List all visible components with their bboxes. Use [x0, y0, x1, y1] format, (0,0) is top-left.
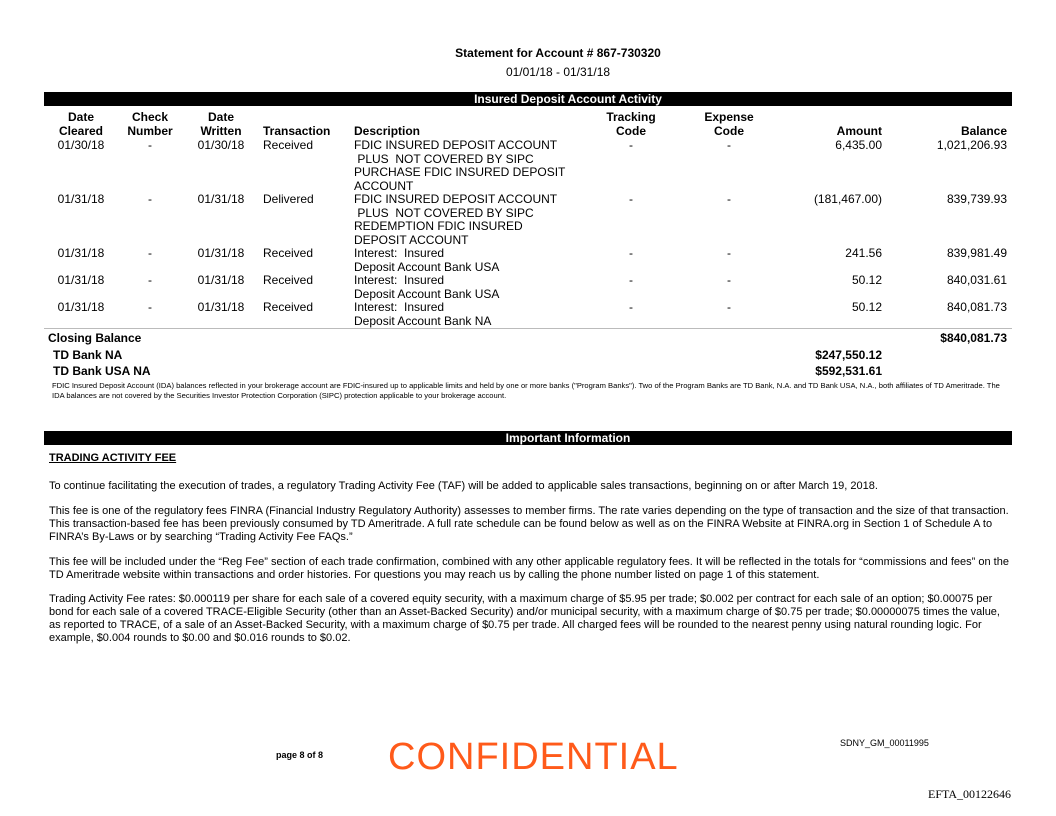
efta-number: EFTA_00122646 [928, 787, 1012, 801]
col-balance: Balance [960, 124, 1007, 138]
cell-tracking-code: - [629, 138, 633, 152]
col-expense-code: Expense Code [704, 110, 754, 138]
cell-description: FDIC INSURED DEPOSIT ACCOUNT PLUS NOT COVERED BY SIPC REDEMPTION FDIC INSURED DEPOSIT ACCOUNT [354, 192, 558, 247]
cell-date-cleared: 01/31/18 [57, 273, 105, 287]
info-paragraph: To continue facilitating the execution of trades, a regulatory Trading Activity Fee (TAF) will be added to applicable sales transactions, beginning on or after March 19, 2018. [49, 480, 878, 492]
col-transaction: Transaction [263, 124, 331, 138]
cell-balance: 840,031.61 [946, 273, 1007, 287]
cell-amount: 50.12 [851, 300, 882, 314]
cell-transaction: Received [263, 138, 314, 152]
cell-expense-code: - [727, 138, 731, 152]
closing-balance-value: $840,081.73 [940, 331, 1007, 345]
cell-date-written: 01/30/18 [197, 138, 245, 152]
cell-amount: 241.56 [845, 246, 882, 260]
info-paragraph: This fee will be included under the “Reg Fee” section of each trade confirmation, combined with any other applicable regulatory fees. It will be reflected in the totals for “commissions and fees” on the TD Ameritrade website within transactions and order histories. For questions you may reach us by calling the phone number listed on page 1 of this statement. [49, 556, 1009, 581]
cell-transaction: Delivered [263, 192, 314, 206]
closing-divider [44, 328, 1012, 329]
cell-date-cleared: 01/31/18 [57, 246, 105, 260]
cell-date-cleared: 01/30/18 [57, 138, 105, 152]
cell-transaction: Received [263, 246, 314, 260]
cell-tracking-code: - [629, 273, 633, 287]
cell-date-written: 01/31/18 [197, 273, 245, 287]
cell-tracking-code: - [629, 246, 633, 260]
cell-description: Interest: Insured Deposit Account Bank NA [354, 300, 492, 328]
cell-description: Interest: Insured Deposit Account Bank USA [354, 273, 500, 301]
cell-date-written: 01/31/18 [197, 192, 245, 206]
bank-amount: $247,550.12 [815, 348, 882, 362]
cell-balance: 839,981.49 [946, 246, 1007, 260]
cell-date-cleared: 01/31/18 [57, 300, 105, 314]
cell-tracking-code: - [629, 192, 633, 206]
cell-tracking-code: - [629, 300, 633, 314]
col-date-written: Date Written [200, 110, 242, 138]
cell-expense-code: - [727, 246, 731, 260]
cell-description: FDIC INSURED DEPOSIT ACCOUNT PLUS NOT COVERED BY SIPC PURCHASE FDIC INSURED DEPOSIT ACCOUNT [354, 138, 566, 193]
col-description: Description [354, 124, 421, 138]
cell-balance: 840,081.73 [946, 300, 1007, 314]
page-number: page 8 of 8 [276, 750, 324, 760]
cell-expense-code: - [727, 192, 731, 206]
bank-name: TD Bank NA [53, 348, 123, 362]
cell-transaction: Received [263, 273, 314, 287]
statement-period: 01/01/18 - 01/31/18 [505, 65, 611, 79]
cell-balance: 839,739.93 [946, 192, 1007, 206]
important-section-bar: Important Information [44, 431, 1012, 445]
cell-check-number: - [148, 138, 152, 152]
col-date-cleared: Date Cleared [58, 110, 104, 138]
bank-name: TD Bank USA NA [53, 364, 151, 378]
cell-date-cleared: 01/31/18 [57, 192, 105, 206]
fdic-disclaimer: FDIC Insured Deposit Account (IDA) balances reflected in your brokerage account are FDIC-insured up to applicable limits and held by one or more banks ("Program Banks"). Two of the Program Banks are TD Bank, N.A. and TD Bank USA, N.A., both affiliates of TD Ameritrade. The IDA balances are not covered by the Securities Investor Protection Corporation (SIPC) protection applicable to your brokerage account. [52, 381, 1000, 400]
col-amount: Amount [836, 124, 882, 138]
cell-balance: 1,021,206.93 [936, 138, 1007, 152]
cell-check-number: - [148, 273, 152, 287]
cell-check-number: - [148, 246, 152, 260]
cell-check-number: - [148, 300, 152, 314]
cell-description: Interest: Insured Deposit Account Bank USA [354, 246, 500, 274]
col-tracking-code: Tracking Code [606, 110, 656, 138]
cell-expense-code: - [727, 273, 731, 287]
closing-balance-label: Closing Balance [48, 331, 142, 345]
statement-title: Statement for Account # 867-730320 [455, 46, 661, 60]
cell-amount: (181,467.00) [813, 192, 882, 206]
cell-amount: 6,435.00 [835, 138, 882, 152]
confidential-stamp: CONFIDENTIAL [388, 736, 679, 778]
col-check-number: Check Number [127, 110, 173, 138]
trading-activity-fee-title: TRADING ACTIVITY FEE [49, 452, 177, 464]
cell-check-number: - [148, 192, 152, 206]
cell-expense-code: - [727, 300, 731, 314]
info-paragraph: This fee is one of the regulatory fees FINRA (Financial Industry Regulatory Authority) assesses to member firms. The rate varies depending on the type of transaction and the size of that transaction. This transaction-based fee has been previously consumed by TD Ameritrade. A full rate schedule can be found below as well as on the FINRA Website at FINRA.org in Section 1 of Schedule A to FINRA’s By-Laws or by searching “Trading Activity Fee FAQs.” [49, 505, 1009, 543]
bank-amount: $592,531.61 [815, 364, 882, 378]
bates-number: SDNY_GM_00011995 [840, 738, 929, 748]
cell-date-written: 01/31/18 [197, 246, 245, 260]
cell-amount: 50.12 [851, 273, 882, 287]
cell-transaction: Received [263, 300, 314, 314]
info-paragraph: Trading Activity Fee rates: $0.000119 per share for each sale of a covered equity security, with a maximum charge of $5.95 per trade; $0.002 per contract for each sale of an option; $0.00075 per bond for each sale of a covered TRACE-Eligible Security (other than an Asset-Backed Security) and/or municipal security, with a maximum charge of $0.75 per trade; $0.00000075 times the value, as reported to TRACE, of a sale of an Asset-Backed Security, with a maximum charge of $0.75 per trade. All charged fees will be rounded to the nearest penny using natural rounding logic. For example, $0.004 rounds to $0.00 and $0.016 rounds to $0.02. [49, 593, 1000, 644]
activity-section-bar: Insured Deposit Account Activity [44, 92, 1012, 106]
cell-date-written: 01/31/18 [197, 300, 245, 314]
